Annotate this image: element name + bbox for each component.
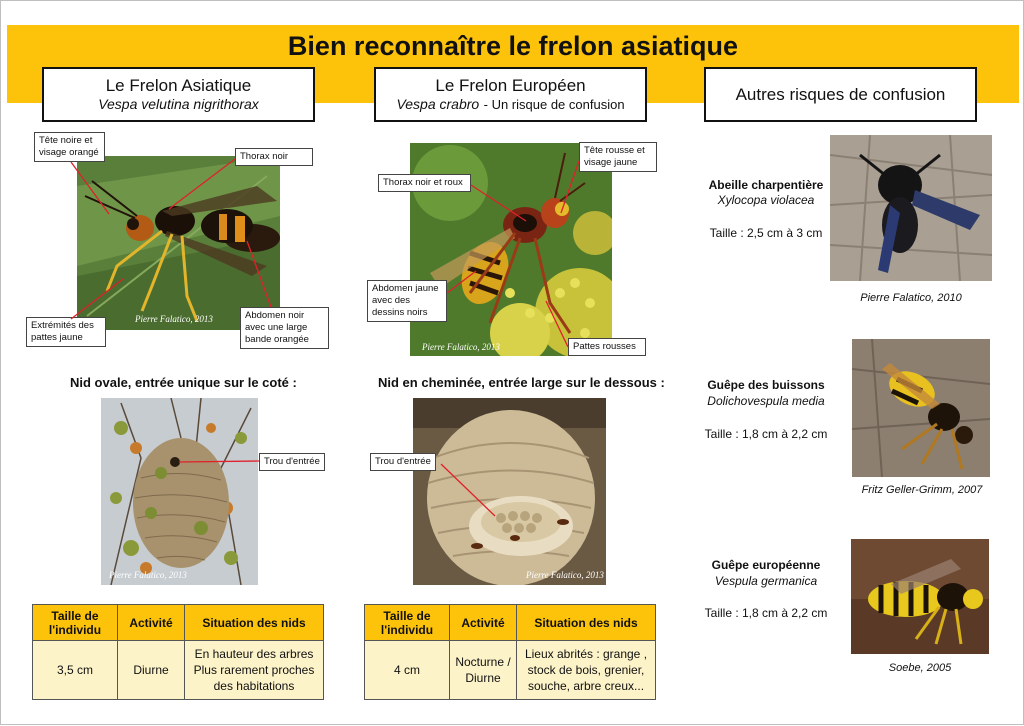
asian-heading: Le Frelon Asiatique xyxy=(105,76,252,95)
others-heading-box xyxy=(704,67,977,122)
cell-activity: Diurne xyxy=(118,641,185,700)
table-header-row xyxy=(365,605,656,641)
asian-label-legs: Extrémités des pattes jaune xyxy=(26,317,106,347)
species-size-bush-wasp: Taille : 1,8 cm à 2,2 cm xyxy=(704,427,828,441)
asian-photo-credit: Pierre Falatico, 2013 xyxy=(135,314,213,324)
bush-wasp-photo xyxy=(852,339,990,477)
header-size: Taille de l'individu xyxy=(33,605,118,641)
cell-nest-location: Lieux abrités : grange , stock de bois, grenier, souche, arbre creux... xyxy=(517,641,656,700)
species-latin-german-wasp: Vespula germanica xyxy=(714,574,818,588)
asian-label-head: Tête noire et visage orangé xyxy=(34,132,105,162)
asian-hornet-photo xyxy=(77,156,280,330)
cell-activity: Nocturne / Diurne xyxy=(450,641,517,700)
asian-info-table xyxy=(32,604,324,700)
species-credit-carpenter-bee: Pierre Falatico, 2010 xyxy=(860,292,962,304)
cell-size: 4 cm xyxy=(365,641,450,700)
species-size-carpenter-bee: Taille : 2,5 cm à 3 cm xyxy=(709,226,823,240)
others-heading: Autres risques de confusion xyxy=(735,85,946,104)
species-name-german-wasp: Guêpe européenne xyxy=(711,558,821,572)
european-nest-credit: Pierre Falatico, 2013 xyxy=(526,570,604,580)
asian-nest-caption: Nid ovale, entrée unique sur le coté : xyxy=(70,375,297,390)
asian-heading-box xyxy=(42,67,315,122)
european-label-abdomen: Abdomen jaune avec des dessins noirs xyxy=(367,280,447,322)
european-label-head: Tête rousse et visage jaune xyxy=(579,142,657,172)
header-nest-location: Situation des nids xyxy=(185,605,324,641)
asian-latin: Vespa velutina nigrithorax xyxy=(98,96,259,112)
carpenter-bee-illustration xyxy=(830,135,992,281)
species-name-carpenter-bee: Abeille charpentière xyxy=(708,178,824,192)
header-activity: Activité xyxy=(450,605,517,641)
species-latin-bush-wasp: Dolichovespula media xyxy=(707,394,825,408)
european-nest-illustration xyxy=(413,398,606,585)
asian-nest-illustration xyxy=(101,398,258,585)
european-nest-caption: Nid en cheminée, entrée large sur le dessous : xyxy=(378,375,665,390)
header-activity: Activité xyxy=(118,605,185,641)
header-size: Taille de l'individu xyxy=(365,605,450,641)
table-row xyxy=(365,641,656,700)
header-nest-location: Situation des nids xyxy=(517,605,656,641)
asian-label-abdomen: Abdomen noir avec une large bande orangée xyxy=(240,307,329,349)
cell-size: 3,5 cm xyxy=(33,641,118,700)
species-credit-german-wasp: Soebe, 2005 xyxy=(888,662,952,674)
european-label-legs: Pattes rousses xyxy=(568,338,646,356)
european-subtitle: - Un risque de confusion xyxy=(483,97,625,112)
european-nest-label: Trou d'entrée xyxy=(370,453,436,471)
asian-label-thorax: Thorax noir xyxy=(235,148,313,166)
european-latin: Vespa crabro xyxy=(396,96,480,112)
european-info-table xyxy=(364,604,656,700)
asian-nest-photo xyxy=(101,398,258,585)
page-title: Bien reconnaître le frelon asiatique xyxy=(287,31,739,61)
european-photo-credit: Pierre Falatico, 2013 xyxy=(422,342,500,352)
european-nest-photo xyxy=(413,398,606,585)
species-credit-bush-wasp: Fritz Geller-Grimm, 2007 xyxy=(861,484,983,496)
european-label-thorax: Thorax noir et roux xyxy=(378,174,471,192)
german-wasp-photo xyxy=(851,539,989,654)
species-latin-carpenter-bee: Xylocopa violacea xyxy=(717,193,815,207)
species-name-bush-wasp: Guêpe des buissons xyxy=(707,378,825,392)
cell-nest-location: En hauteur des arbres Plus rarement proches des habitations xyxy=(185,641,324,700)
german-wasp-illustration xyxy=(851,539,989,654)
asian-hornet-illustration xyxy=(77,156,280,330)
european-heading: Le Frelon Européen xyxy=(435,76,586,95)
species-size-german-wasp: Taille : 1,8 cm à 2,2 cm xyxy=(704,606,828,620)
asian-nest-credit: Pierre Falatico, 2013 xyxy=(109,570,187,580)
european-heading-box xyxy=(374,67,647,122)
carpenter-bee-photo xyxy=(830,135,992,281)
asian-nest-label: Trou d'entrée xyxy=(259,453,325,471)
bush-wasp-illustration xyxy=(852,339,990,477)
table-row xyxy=(33,641,324,700)
table-header-row xyxy=(33,605,324,641)
